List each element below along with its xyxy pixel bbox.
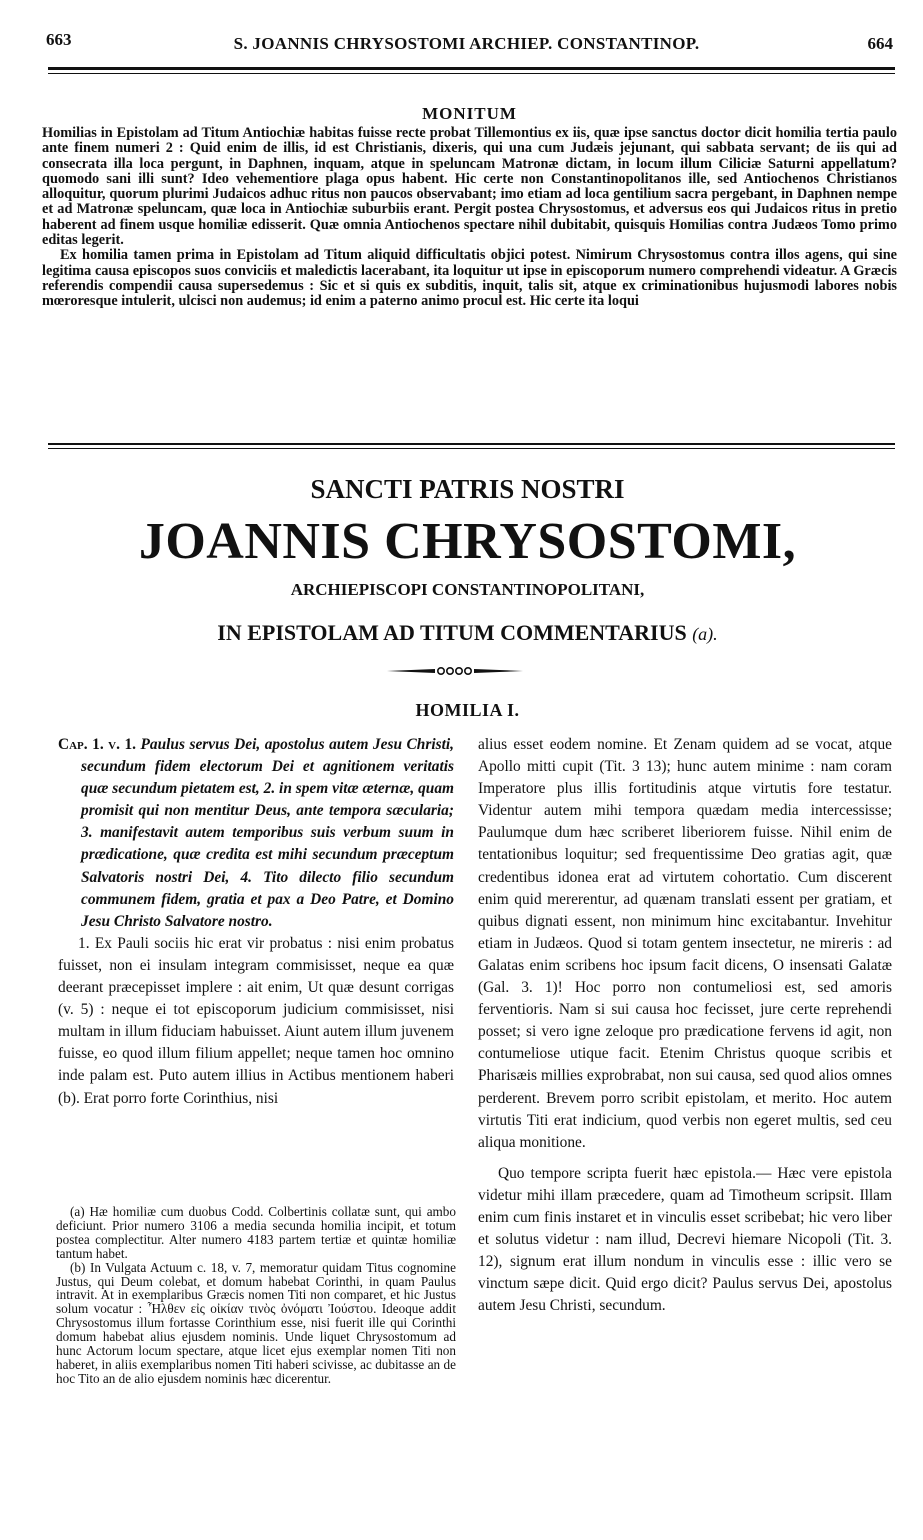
chapter-verse-ref: Cap. 1. v. 1. [58,736,136,753]
title-work-text: IN EPISTOLAM AD TITUM COMMENTARIUS [217,620,687,645]
scripture-verse [58,734,454,933]
monitum-section [42,104,897,310]
title-line-1: SANCTI PATRIS NOSTRI [310,474,625,504]
title-line-3: ARCHIEPISCOPI CONSTANTINOPOLITANI, [290,580,645,599]
right-column [478,734,892,1317]
commentary-paragraph-3: Quo tempore scripta fuerit hæc epistola.— Hæc vere epistola videtur mihi illam præcedere, quam ad Timotheum scripsit. Illam enim cum finis instaret et in vinculis esset scribebat; hic vero liber et solutus videtur : nam illud, Decrevi hiemare Nicopoli (Tit. 3. 12), signum erat illum nondum in vinculis esse : illic vero se vinctum sæpe dicit. Quid ergo dicit? Paulus servus Dei, apostolus autem Jesu Christi, secundum. [478,1164,892,1315]
title-work [40,620,895,646]
header-rule-thick [48,67,895,70]
monitum-title: MONITUM [422,104,517,123]
running-header [40,28,893,58]
verse-text: Paulus servus Dei, apostolus autem Jesu Christi, secundum fidem electorum Dei et agnitionem veritatis quæ secundum pietatem est, 2. in spem vitæ æternæ, quam promisit qui non mentitur Deus, ante tempora sæcularia; 3. manifestavit autem temporibus suis verbum suum in prædicatione, quæ credita est mihi secundum præceptum Salvatoris nostri Dei, 4. Tito dilecto filio secundum communem fidem, gratia et pax a Deo Patre, et Domino Jesu Christo Salvatore nostro. [81,736,454,930]
title-author-name: JOANNIS CHRYSOSTOMI, [138,513,797,570]
commentary-paragraph-2: alius esset eodem nomine. Et Zenam quidem ad se vocat, atque Apollo mitti cupit (Tit. 3 13); hunc autem minime : nam coram Imperatore plus illis fortitudinis atque virtutis fore testatur. Videntur autem mihi tempora quædam media intercessisse; Paulumque dum hæc scriberet liberiorem fuisse. Nihil enim de tentationibus loquitur; sed frequentissime Deo gratias agit, quæ credentibus idonea erat ad virtutem cohortatio. Cum discerent enim quid mererentur, ad quænam translati essent per gratiam, et quibus dignati essent, non minimum hinc excitabantur. Invehitur etiam in Judæos. Quod si totam gentem insectetur, ne mireris : ad Galatas enim scribens hoc ipsum facit dicens, O insensati Galatæ (Gal. 3. 1)! Hoc porro non contumeliosi est, sed amoris ferventioris. Nam si sui causa hoc fecisset, jure certe reprehendi posset; si vero igne zeloque pro prædicatione fervens id agit, non contumeliose utique facit. Etenim Christus quoque scribis et Pharisæis millies exprobrabat, non sui causa, sed quod alios omnes perderent. Brevem porro scribit epistolam, et merito. Hoc autem virtutis Titi erat indicium, quod verbis non egeret multis, sed ceu aliqua monitione. [478,736,892,1151]
header-rule-thin [48,73,895,74]
section-rule-thin [48,448,895,449]
title-footnote-mark: (a). [692,624,718,644]
section-rule-thick [48,443,895,445]
left-column [58,734,454,1110]
homily-title: HOMILIA I. [415,700,520,720]
monitum-paragraph-1: Homilias in Epistolam ad Titum Antiochiæ habitas fuisse recte probat Tillemontius ex iis, quæ ipse sanctus doctor dicit homilia tertia paulo ante finem numeri 2 : Quid enim de illis, id est Christianis, dixeris, qui una cum Judæis jejunant, qui sabbata servant; de iis qui ad consecrata illa loca pergunt, in Daphnen, inquam, atque in speluncam Matronæ dictam, in locum illum Ciliciæ Saturni appellatum? quomodo sani illi sunt? Ideo vehementiore plaga opus habent. Hic certe non Constantinopolitanos ille, sed Antiochenos Christianos alloquitur, quorum plurimi Judaicos adhuc ritus non paucos observabant; imo etiam ad loca gentilium sacra pergebant, in Daphnen nempe et ad Matronæ speluncam, quæ loca in Antiochiæ suburbiis erant. Pergit postea Chrysostomus, et adversus eos qui Judaicos ritus in pretio haberent ad finem usque homiliæ edisserit. Quæ omnia Antiochenos spectare nihil dubitabit, quisquis Homilias contra Judæos Tomo primo editas legerit. [42,125,897,249]
running-head: S. JOANNIS CHRYSOSTOMI ARCHIEP. CONSTANTINOP. [233,34,700,53]
ornament-divider [385,666,525,676]
monitum-paragraph-2: Ex homilia tamen prima in Epistolam ad Titum aliquid difficultatis objici potest. Nimirum Chrysostomus contra illos agens, qui sine legitima causa episcopos suos conviciis et maledictis lacerabant, ita loquitur ut ipse in episcoporum numero comprehendi videatur. A Græcis referendis compendii causa supersedemus : Sic et si quis ex subditis, inquit, talis sit, atque ex criminationibus hujusmodi labores nobis mœroresque intulerit, ulcisci non audemus; id enim a paterno animo procul est. Hic certe ita loqui [42,247,897,310]
footnote-a: (a) Hæ homiliæ cum duobus Codd. Colbertinis collatæ sunt, qui ambo deficiunt. Prior numero 3106 a media secunda homilia incipit, et totum postea complectitur. Alter numero 4183 partem tertiæ et quintæ homiliæ tantum habet. [56,1204,456,1261]
footnote-b: (b) In Vulgata Actuum c. 18, v. 7, memoratur quidam Titus cognomine Justus, qui Deum colebat, et domum habebat Corinthi, in quam Paulus intravit. At in exemplaribus Græcis nomen Titi non comparet, et hic Justus solum vocatur : Ἦλθεν εἰς οἰκίαν τινὸς ὀνόματι Ἰούστου. Ideoque addit Chrysostomus illum fortasse Corinthium esse, nisi fuerit ille qui Corinthi domum habebat alius ejusdem nominis. Unde liquet Chrysostomum ad hunc Actorum locum spectare, atque licet ejus exemplar nomen Titi non haberet, in aliis exemplaribus nomen Titi haberi scivisse, ac dubitasse an de hoc Tito an de alio ejusdem nominis hæc dicerentur. [56,1259,456,1386]
page-number-right: 664 [867,34,893,53]
commentary-paragraph-1: 1. Ex Pauli sociis hic erat vir probatus : nisi enim probatus fuisset, non ei insulam integram commisisset, neque ea quæ deerant præcepisset implere : ait enim, Ut quæ desunt corrigas (v. 5) : neque ei tot episcoporum judicium commisisset, nisi multam in illum fiduciam habuisset. Aiunt autem illum juvenem fuisse, eo quod illum filium appellet; neque tamen hoc omnino inde palam est. Puto autem illius in Actibus mentionem haberi (b). Erat porro forte Corinthius, nisi [58,934,454,1107]
page-number-left: 663 [46,30,72,49]
footnotes [56,1205,456,1386]
